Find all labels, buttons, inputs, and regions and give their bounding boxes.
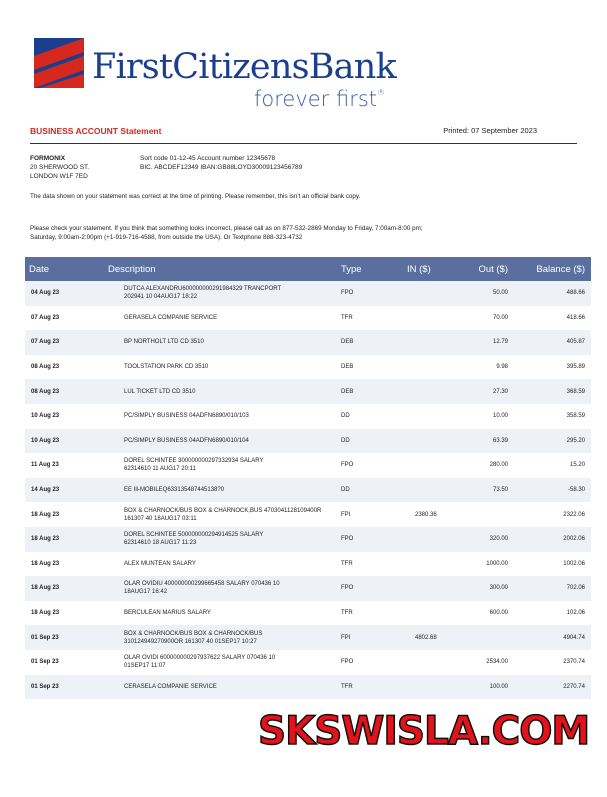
out-cell: 280.00: [489, 462, 508, 469]
transactions-table: [25, 257, 591, 699]
col-description: Description: [108, 263, 156, 275]
bank-logo: [34, 38, 434, 118]
date-cell: 18 Aug 23: [31, 560, 60, 567]
description-line: DUTCA ALEXANDRU600000000291984329 TRANCPORT: [124, 286, 282, 293]
type-cell: FPI: [341, 634, 351, 641]
type-cell: FPO: [341, 585, 354, 592]
table-row: [25, 650, 591, 675]
out-cell: 50.00: [492, 290, 508, 297]
registered-mark: ®: [377, 88, 386, 97]
out-cell: 2534.00: [486, 659, 508, 666]
in-cell: [385, 355, 452, 380]
balance-cell: -58.30: [567, 487, 585, 494]
balance-cell: 295.20: [566, 437, 585, 444]
col-out: Out ($): [478, 263, 508, 275]
description-line: 161307 40 18AUG17 03:11: [124, 515, 197, 522]
table-row: [25, 675, 591, 700]
date-cell: 07 Aug 23: [31, 339, 60, 346]
table-row: [25, 453, 591, 478]
table-row: [25, 527, 591, 552]
iban-line: BIC. ABCDEF12349 IBAN:GB88LOYD30009123456789: [140, 164, 303, 171]
description-cell: [74, 281, 337, 306]
balance-cell: 2002.06: [563, 536, 585, 543]
description-cell: [74, 527, 337, 552]
description-cell: [74, 650, 337, 675]
description-line: 62314610 11 AUG17 20:11: [124, 466, 196, 473]
in-cell: [385, 576, 452, 601]
type-cell: DEB: [341, 364, 354, 371]
balance-cell: 368.59: [566, 388, 585, 395]
type-cell: DEB: [341, 388, 354, 395]
description-line: BERCULEAN MARIUS SALARY: [124, 610, 211, 617]
description-line: 18AUG17 16:42: [124, 589, 168, 596]
address-line: 20 SHERWOOD ST.: [30, 164, 90, 171]
table-row: [25, 625, 591, 650]
balance-cell: 395.89: [566, 364, 585, 371]
col-in: IN ($): [407, 263, 431, 275]
date-cell: 08 Aug 23: [31, 364, 60, 371]
account-details: [140, 154, 302, 172]
description-line: TOOLSTATION PARK CD 3510: [124, 364, 209, 371]
type-cell: DD: [341, 413, 350, 420]
description-line: PC/SIMPLY BUSINESS 04ADFN6890/010/104: [124, 437, 249, 444]
out-cell: 10.00: [492, 413, 508, 420]
table-row: [25, 306, 591, 331]
description-line: DOREL SCHINTEE 300000000297332934 SALARY: [124, 458, 264, 465]
description-cell: [74, 601, 337, 626]
in-cell: [385, 330, 452, 355]
description-line: BOX & CHARNOCK/BUS BOX & CHARNOCK/BUS: [124, 630, 263, 637]
date-cell: 04 Aug 23: [31, 290, 60, 297]
table-row: [25, 281, 591, 306]
description-cell: [74, 355, 337, 380]
date-cell: 07 Aug 23: [31, 314, 60, 321]
type-cell: TFR: [341, 314, 353, 321]
date-cell: 18 Aug 23: [31, 536, 60, 543]
description-line: 62314610 18 AUG17 11:23: [124, 540, 197, 547]
in-cell: [385, 650, 452, 675]
table-row: [25, 552, 591, 577]
type-cell: DD: [341, 437, 350, 444]
out-cell: 320.00: [489, 536, 508, 543]
date-cell: 18 Aug 23: [31, 610, 60, 617]
description-line: GERASELA COMPANIE SERVICE: [124, 314, 218, 321]
statement-title: BUSINESS ACCOUNT Statement: [30, 126, 162, 136]
tagline-text: forever first: [254, 87, 378, 111]
out-cell: 100.00: [489, 683, 508, 690]
description-cell: [74, 478, 337, 503]
out-cell: 70.00: [492, 314, 508, 321]
in-cell: [385, 404, 452, 429]
description-line: BP NORTHOLT LTD CD 3510: [124, 339, 204, 346]
table-row: [25, 379, 591, 404]
in-cell: [385, 527, 452, 552]
description-cell: [74, 453, 337, 478]
date-cell: 10 Aug 23: [31, 413, 60, 420]
in-cell: [385, 478, 452, 503]
description-line: EE Ill-MOBILEQ633135487445138?0: [124, 487, 225, 494]
table-row: [25, 478, 591, 503]
out-cell: 300.00: [489, 585, 508, 592]
type-cell: TFR: [341, 610, 353, 617]
customer-address: [30, 154, 89, 181]
in-cell: [385, 281, 452, 306]
col-balance: Balance ($): [536, 263, 585, 275]
accuracy-note: The data shown on your statement was correct at the time of printing. Please remember, this isn't an official bank copy.: [30, 193, 361, 200]
out-cell: 1000.00: [486, 560, 508, 567]
out-cell: [452, 625, 514, 650]
description-cell: [74, 306, 337, 331]
type-cell: FPI: [341, 511, 351, 518]
description-line: LUL TICKET LTD CD 3510: [124, 388, 196, 395]
date-cell: 01 Sep 23: [31, 683, 59, 690]
in-cell: [385, 601, 452, 626]
out-cell: 63.39: [492, 437, 508, 444]
type-cell: FPO: [341, 462, 354, 469]
balance-cell: 418.66: [566, 314, 585, 321]
description-cell: [74, 502, 337, 527]
balance-cell: 2270.74: [563, 683, 585, 690]
balance-cell: 702.06: [566, 585, 585, 592]
col-date: Date: [29, 263, 50, 275]
balance-cell: 405.87: [566, 339, 585, 346]
table-row: [25, 355, 591, 380]
printed-date: Printed: 07 September 2023: [443, 126, 537, 135]
date-cell: 01 Sep 23: [31, 634, 59, 641]
description-line: OLAR OVIDIU 400000000299665458 SALARY 070436 10: [124, 581, 280, 588]
description-line: 202941 10 04AUG17 18:22: [124, 294, 198, 301]
table-header-row: [25, 257, 591, 281]
bank-name: FirstCitizensBank: [92, 47, 396, 87]
date-cell: 08 Aug 23: [31, 388, 60, 395]
description-line: 01SEP17 11:07: [124, 663, 166, 670]
description-line: BOX & CHARNOCK/BUS BOX & CHARNOCK,BUS 4703041128109400R: [124, 507, 322, 514]
in-cell: [385, 306, 452, 331]
description-cell: [74, 625, 337, 650]
balance-cell: 1002.06: [563, 560, 585, 567]
statement-heading: [30, 126, 577, 144]
in-cell: 4802.68: [415, 634, 437, 641]
watermark: SKSWISLA.COM: [258, 709, 590, 754]
sort-code-line: Sort code 01-12-45 Account number 12345678: [140, 155, 276, 162]
in-cell: [385, 675, 452, 700]
out-cell: 600.00: [489, 610, 508, 617]
in-cell: [385, 552, 452, 577]
out-cell: 73.50: [492, 487, 508, 494]
out-cell: 9.98: [496, 364, 508, 371]
balance-cell: 2370.74: [563, 659, 585, 666]
balance-cell: 102.06: [566, 610, 585, 617]
description-line: PC/SIMPLY BUSINESS 04ADFN6890/010/103: [124, 413, 249, 420]
contact-note: Please check your statement. If you think that something looks incorrect, please call as on 877-532-2869 Monday to Friday, 7:00am-8:00 pm; Saturday, 9:00am-2:00pm (+1-919-716-4588, from outside the USA). Or Textphone 888-323-4732: [30, 225, 423, 241]
description-cell: [74, 675, 337, 700]
balance-cell: 15.20: [569, 462, 585, 469]
balance-cell: 4904.74: [563, 634, 585, 641]
address-line: LONDON W1F 7ED: [30, 173, 88, 180]
type-cell: FPO: [341, 290, 354, 297]
table-row: [25, 404, 591, 429]
company-name: FORMONIX: [30, 155, 66, 162]
table-row: [25, 601, 591, 626]
description-line: ALEX MUNTEAN SALARY: [124, 560, 196, 567]
date-cell: 01 Sep 23: [31, 659, 59, 666]
description-line: 310124949270900OR 161307 40 01SEP17 10:27: [124, 638, 257, 645]
description-line: DOREL SCHINTEE 500000000294914525 SALARY: [124, 532, 264, 539]
type-cell: DD: [341, 487, 350, 494]
in-cell: [385, 453, 452, 478]
type-cell: FPO: [341, 536, 354, 543]
out-cell: [452, 502, 514, 527]
description-cell: [74, 552, 337, 577]
bank-tagline: [254, 89, 385, 110]
table-row: [25, 429, 591, 454]
balance-cell: 358.59: [566, 413, 585, 420]
type-cell: TFR: [341, 560, 353, 567]
type-cell: FPO: [341, 659, 354, 666]
date-cell: 18 Aug 23: [31, 511, 60, 518]
description-cell: [74, 379, 337, 404]
balance-cell: 2322.06: [563, 511, 585, 518]
description-line: CERASELA COMPANIE SERVICE: [124, 683, 217, 690]
description-cell: [74, 429, 337, 454]
table-row: [25, 502, 591, 527]
type-cell: DEB: [341, 339, 354, 346]
out-cell: 27.30: [492, 388, 508, 395]
in-cell: [385, 429, 452, 454]
in-cell: [385, 379, 452, 404]
col-type: Type: [341, 263, 362, 275]
out-cell: 12.79: [492, 339, 508, 346]
in-cell: 2380.36: [415, 511, 437, 518]
table-row: [25, 576, 591, 601]
date-cell: 11 Aug 23: [31, 462, 59, 469]
type-cell: TFR: [341, 683, 353, 690]
date-cell: 18 Aug 23: [31, 585, 60, 592]
date-cell: 10 Aug 23: [31, 437, 60, 444]
date-cell: 14 Aug 23: [31, 487, 60, 494]
table-row: [25, 330, 591, 355]
description-cell: [74, 330, 337, 355]
flag-logo-icon: [34, 38, 84, 88]
description-cell: [74, 576, 337, 601]
description-cell: [74, 404, 337, 429]
description-line: OLAR OVIDI 600000000297937622 SALARY 070436 10: [124, 655, 276, 662]
balance-cell: 488.66: [566, 290, 585, 297]
